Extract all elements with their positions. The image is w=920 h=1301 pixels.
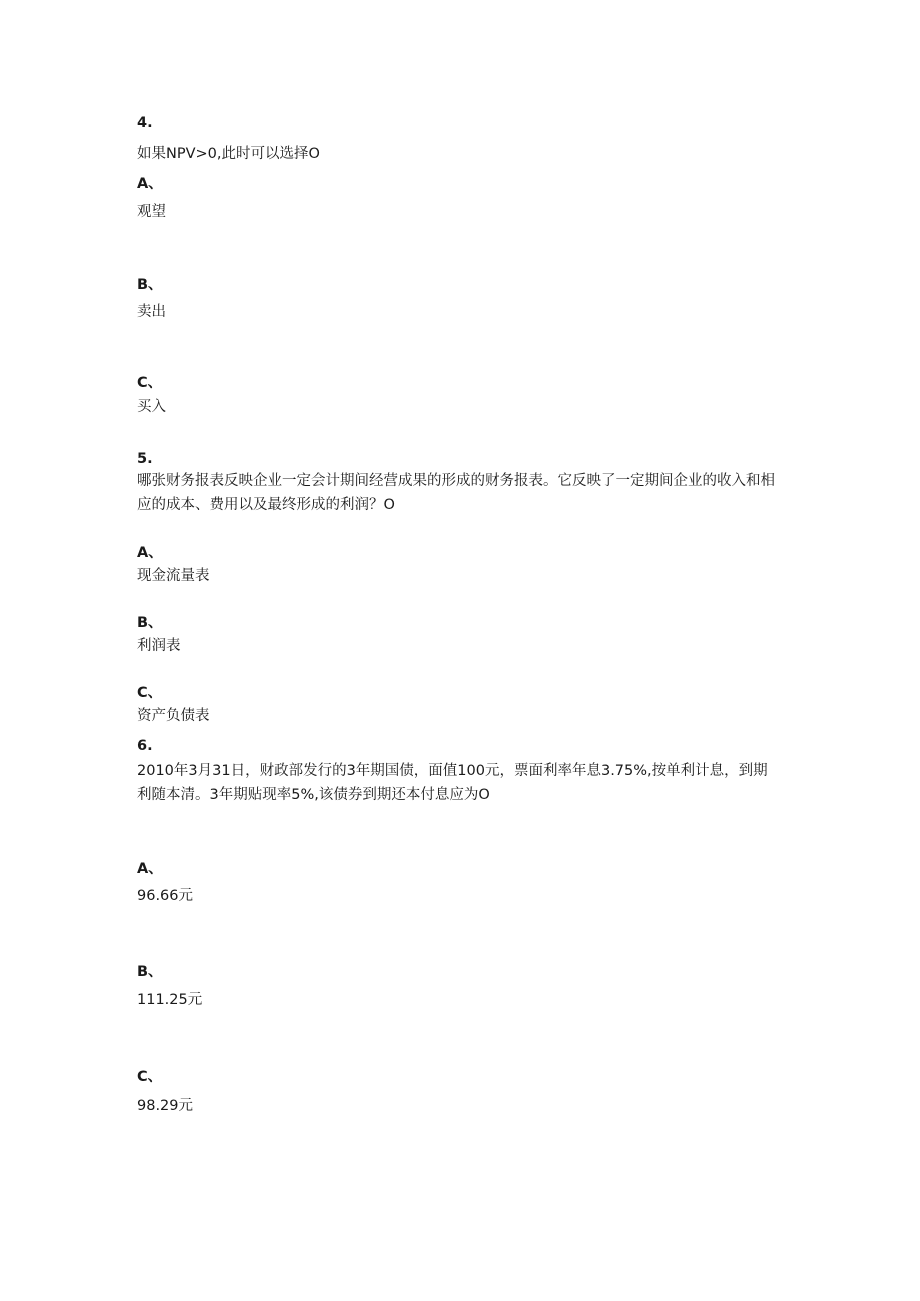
question-4-option-a-label: A、 (137, 176, 163, 192)
question-5-option-b-text: 利润表 (137, 638, 181, 654)
question-6-text: 2010年3月31日，财政部发行的3年期国债，面值100元，票面利率年息3.75%,按单利计息，到期利随本清。3年期贴现率5%,该债券到期还本付息应为O (137, 763, 768, 803)
question-5-option-c-label: C、 (137, 685, 163, 701)
question-5-number: 5. (137, 451, 153, 467)
question-5-option-a-label: A、 (137, 545, 163, 561)
question-6-option-a-text: 96.66元 (137, 888, 194, 904)
question-6-option-b-text: 111.25元 (137, 992, 203, 1008)
question-5-option-a-text: 现金流量表 (137, 568, 210, 584)
question-6-option-a-label: A、 (137, 861, 163, 877)
question-4-option-a-text: 观望 (137, 204, 166, 220)
question-6-option-c-label: C、 (137, 1069, 163, 1085)
question-4-number: 4. (137, 115, 153, 131)
question-5-text: 哪张财务报表反映企业一定会计期间经营成果的形成的财务报表。它反映了一定期间企业的收入和相应的成本、费用以及最终形成的利润？O (137, 473, 775, 513)
question-6-option-c-text: 98.29元 (137, 1098, 194, 1114)
question-4-option-b-label: B、 (137, 277, 163, 293)
question-4-text: 如果NPV>0,此时可以选择O (137, 146, 320, 162)
question-6-option-b-label: B、 (137, 964, 163, 980)
question-4-option-c-text: 买入 (137, 399, 166, 415)
question-4-option-b-text: 卖出 (137, 304, 166, 320)
question-4-option-c-label: C、 (137, 375, 163, 391)
question-6-number: 6. (137, 738, 153, 754)
question-5-option-c-text: 资产负债表 (137, 708, 210, 724)
question-5-option-b-label: B、 (137, 615, 163, 631)
